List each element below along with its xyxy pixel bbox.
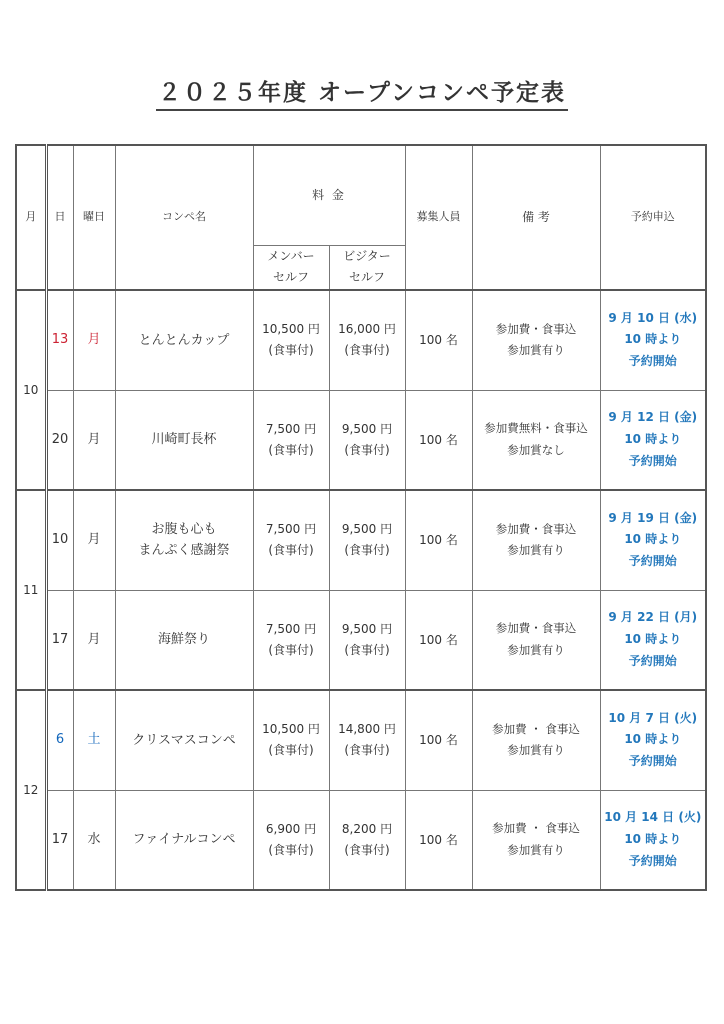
visitor-fee-line: 8,200 円 bbox=[341, 821, 393, 836]
competition-name-line: ファイナルコンペ bbox=[132, 832, 236, 848]
reservation-line: 予約開始 bbox=[628, 554, 677, 569]
member-fee-line: (食事付) bbox=[268, 743, 314, 758]
reservation-line: 9 月 10 日 (水) bbox=[608, 310, 698, 325]
member-fee-line: (食事付) bbox=[268, 543, 314, 558]
notes bbox=[472, 590, 600, 690]
member-fee bbox=[253, 690, 329, 790]
visitor-fee-line: (食事付) bbox=[344, 442, 390, 457]
visitor-fee bbox=[329, 590, 405, 690]
weekday-cell: 土 bbox=[73, 690, 115, 790]
reservation-line: 10 時より bbox=[624, 732, 682, 747]
member-fee bbox=[253, 290, 329, 390]
header-fee: 料 金 bbox=[253, 145, 405, 245]
weekday-cell: 月 bbox=[73, 290, 115, 390]
weekday-cell: 月 bbox=[73, 590, 115, 690]
member-fee bbox=[253, 490, 329, 590]
notes-line: 参加賞有り bbox=[507, 642, 565, 657]
competition-name bbox=[115, 690, 253, 790]
reservation-line: 10 時より bbox=[624, 831, 682, 846]
member-fee-line: (食事付) bbox=[268, 442, 314, 457]
competition-name bbox=[115, 590, 253, 690]
table-row bbox=[16, 690, 706, 790]
capacity-cell: 100 名 bbox=[405, 790, 472, 890]
day-cell: 20 bbox=[46, 390, 73, 490]
day-cell: 17 bbox=[46, 590, 73, 690]
reservation-line: 10 時より bbox=[624, 431, 682, 446]
notes-line: 参加費・食事込 bbox=[495, 521, 577, 536]
header-member-fee bbox=[253, 245, 329, 290]
month-cell: 10 bbox=[16, 290, 46, 490]
notes bbox=[472, 490, 600, 590]
weekday-cell: 月 bbox=[73, 390, 115, 490]
reservation-line: 予約開始 bbox=[628, 354, 677, 369]
notes bbox=[472, 290, 600, 390]
member-fee-line: 7,500 円 bbox=[265, 421, 317, 436]
header-visitor-fee bbox=[329, 245, 405, 290]
day-cell: 17 bbox=[46, 790, 73, 890]
visitor-fee-line: 14,800 円 bbox=[338, 722, 396, 737]
table-body bbox=[16, 290, 706, 890]
member-fee-line: 6,900 円 bbox=[265, 821, 317, 836]
reservation bbox=[600, 690, 706, 790]
visitor-fee-line: (食事付) bbox=[344, 543, 390, 558]
reservation-line: 9 月 19 日 (金) bbox=[608, 510, 698, 525]
competition-name bbox=[115, 490, 253, 590]
header-member-line2: セルフ bbox=[272, 270, 309, 285]
weekday-cell: 水 bbox=[73, 790, 115, 890]
reservation-line: 10 時より bbox=[624, 532, 682, 547]
reservation-line: 10 月 14 日 (火) bbox=[604, 810, 702, 825]
table-header bbox=[16, 145, 706, 290]
visitor-fee-line: 9,500 円 bbox=[341, 522, 393, 537]
visitor-fee bbox=[329, 790, 405, 890]
header-member-line1: メンバー bbox=[267, 248, 315, 263]
visitor-fee bbox=[329, 490, 405, 590]
header-weekday: 曜日 bbox=[73, 145, 115, 290]
notes-line: 参加費 ・ 食事込 bbox=[492, 721, 580, 736]
header-month: 月 bbox=[16, 145, 46, 290]
competition-name-line: 海鮮祭り bbox=[157, 632, 210, 648]
reservation-line: 予約開始 bbox=[628, 853, 677, 868]
month-cell: 11 bbox=[16, 490, 46, 690]
capacity-cell: 100 名 bbox=[405, 390, 472, 490]
visitor-fee-line: (食事付) bbox=[344, 743, 390, 758]
competition-name-line: まんぷく感謝祭 bbox=[138, 543, 230, 559]
member-fee bbox=[253, 590, 329, 690]
reservation bbox=[600, 790, 706, 890]
notes bbox=[472, 390, 600, 490]
capacity-cell: 100 名 bbox=[405, 490, 472, 590]
notes-line: 参加賞有り bbox=[507, 543, 565, 558]
table-row bbox=[16, 290, 706, 390]
reservation bbox=[600, 590, 706, 690]
header-visitor-line1: ビジター bbox=[343, 248, 391, 263]
notes bbox=[472, 790, 600, 890]
competition-name bbox=[115, 290, 253, 390]
visitor-fee bbox=[329, 290, 405, 390]
notes-line: 参加費 ・ 食事込 bbox=[492, 821, 580, 836]
page-title: ２０２５年度 オープンコンペ予定表 bbox=[156, 74, 568, 111]
visitor-fee-line: 9,500 円 bbox=[341, 421, 393, 436]
reservation bbox=[600, 490, 706, 590]
competition-name-line: クリスマスコンペ bbox=[132, 732, 236, 748]
member-fee-line: (食事付) bbox=[268, 343, 314, 358]
capacity-cell: 100 名 bbox=[405, 590, 472, 690]
capacity-cell: 100 名 bbox=[405, 690, 472, 790]
header-notes: 備 考 bbox=[472, 145, 600, 290]
header-visitor-line2: セルフ bbox=[349, 270, 386, 285]
notes-line: 参加費・食事込 bbox=[495, 321, 577, 336]
competition-name bbox=[115, 790, 253, 890]
reservation-line: 予約開始 bbox=[628, 453, 677, 468]
member-fee-line: (食事付) bbox=[268, 842, 314, 857]
visitor-fee bbox=[329, 690, 405, 790]
table-row bbox=[16, 490, 706, 590]
competition-name-line: お腹も心も bbox=[151, 521, 217, 537]
notes-line: 参加費無料・食事込 bbox=[484, 421, 588, 436]
reservation-line: 9 月 22 日 (月) bbox=[608, 610, 698, 625]
reservation bbox=[600, 390, 706, 490]
notes-line: 参加賞有り bbox=[507, 343, 565, 358]
reservation bbox=[600, 290, 706, 390]
table-row bbox=[16, 390, 706, 490]
schedule-table bbox=[15, 144, 707, 891]
notes-line: 参加賞なし bbox=[507, 442, 565, 457]
member-fee-line: 10,500 円 bbox=[262, 322, 320, 337]
capacity-cell: 100 名 bbox=[405, 290, 472, 390]
notes-line: 参加賞有り bbox=[507, 743, 565, 758]
member-fee bbox=[253, 390, 329, 490]
member-fee-line: (食事付) bbox=[268, 642, 314, 657]
visitor-fee-line: 16,000 円 bbox=[338, 322, 396, 337]
day-cell: 6 bbox=[46, 690, 73, 790]
visitor-fee-line: (食事付) bbox=[344, 842, 390, 857]
month-cell: 12 bbox=[16, 690, 46, 890]
day-cell: 10 bbox=[46, 490, 73, 590]
header-name: コンペ名 bbox=[115, 145, 253, 290]
member-fee-line: 7,500 円 bbox=[265, 621, 317, 636]
reservation-line: 予約開始 bbox=[628, 754, 677, 769]
notes bbox=[472, 690, 600, 790]
competition-name-line: とんとんカップ bbox=[138, 332, 230, 348]
member-fee bbox=[253, 790, 329, 890]
notes-line: 参加賞有り bbox=[507, 842, 565, 857]
competition-name bbox=[115, 390, 253, 490]
visitor-fee-line: 9,500 円 bbox=[341, 621, 393, 636]
table-row bbox=[16, 590, 706, 690]
reservation-line: 9 月 12 日 (金) bbox=[608, 410, 698, 425]
visitor-fee-line: (食事付) bbox=[344, 343, 390, 358]
table-row bbox=[16, 790, 706, 890]
competition-name-line: 川崎町長杯 bbox=[151, 432, 217, 448]
weekday-cell: 月 bbox=[73, 490, 115, 590]
reservation-line: 10 時より bbox=[624, 332, 682, 347]
reservation-line: 10 時より bbox=[624, 631, 682, 646]
header-day: 日 bbox=[46, 145, 73, 290]
visitor-fee bbox=[329, 390, 405, 490]
visitor-fee-line: (食事付) bbox=[344, 642, 390, 657]
header-reservation: 予約申込 bbox=[600, 145, 706, 290]
reservation-line: 10 月 7 日 (火) bbox=[608, 710, 698, 725]
header-capacity: 募集人員 bbox=[405, 145, 472, 290]
reservation-line: 予約開始 bbox=[628, 653, 677, 668]
day-cell: 13 bbox=[46, 290, 73, 390]
member-fee-line: 10,500 円 bbox=[262, 722, 320, 737]
member-fee-line: 7,500 円 bbox=[265, 522, 317, 537]
notes-line: 参加費・食事込 bbox=[495, 621, 577, 636]
